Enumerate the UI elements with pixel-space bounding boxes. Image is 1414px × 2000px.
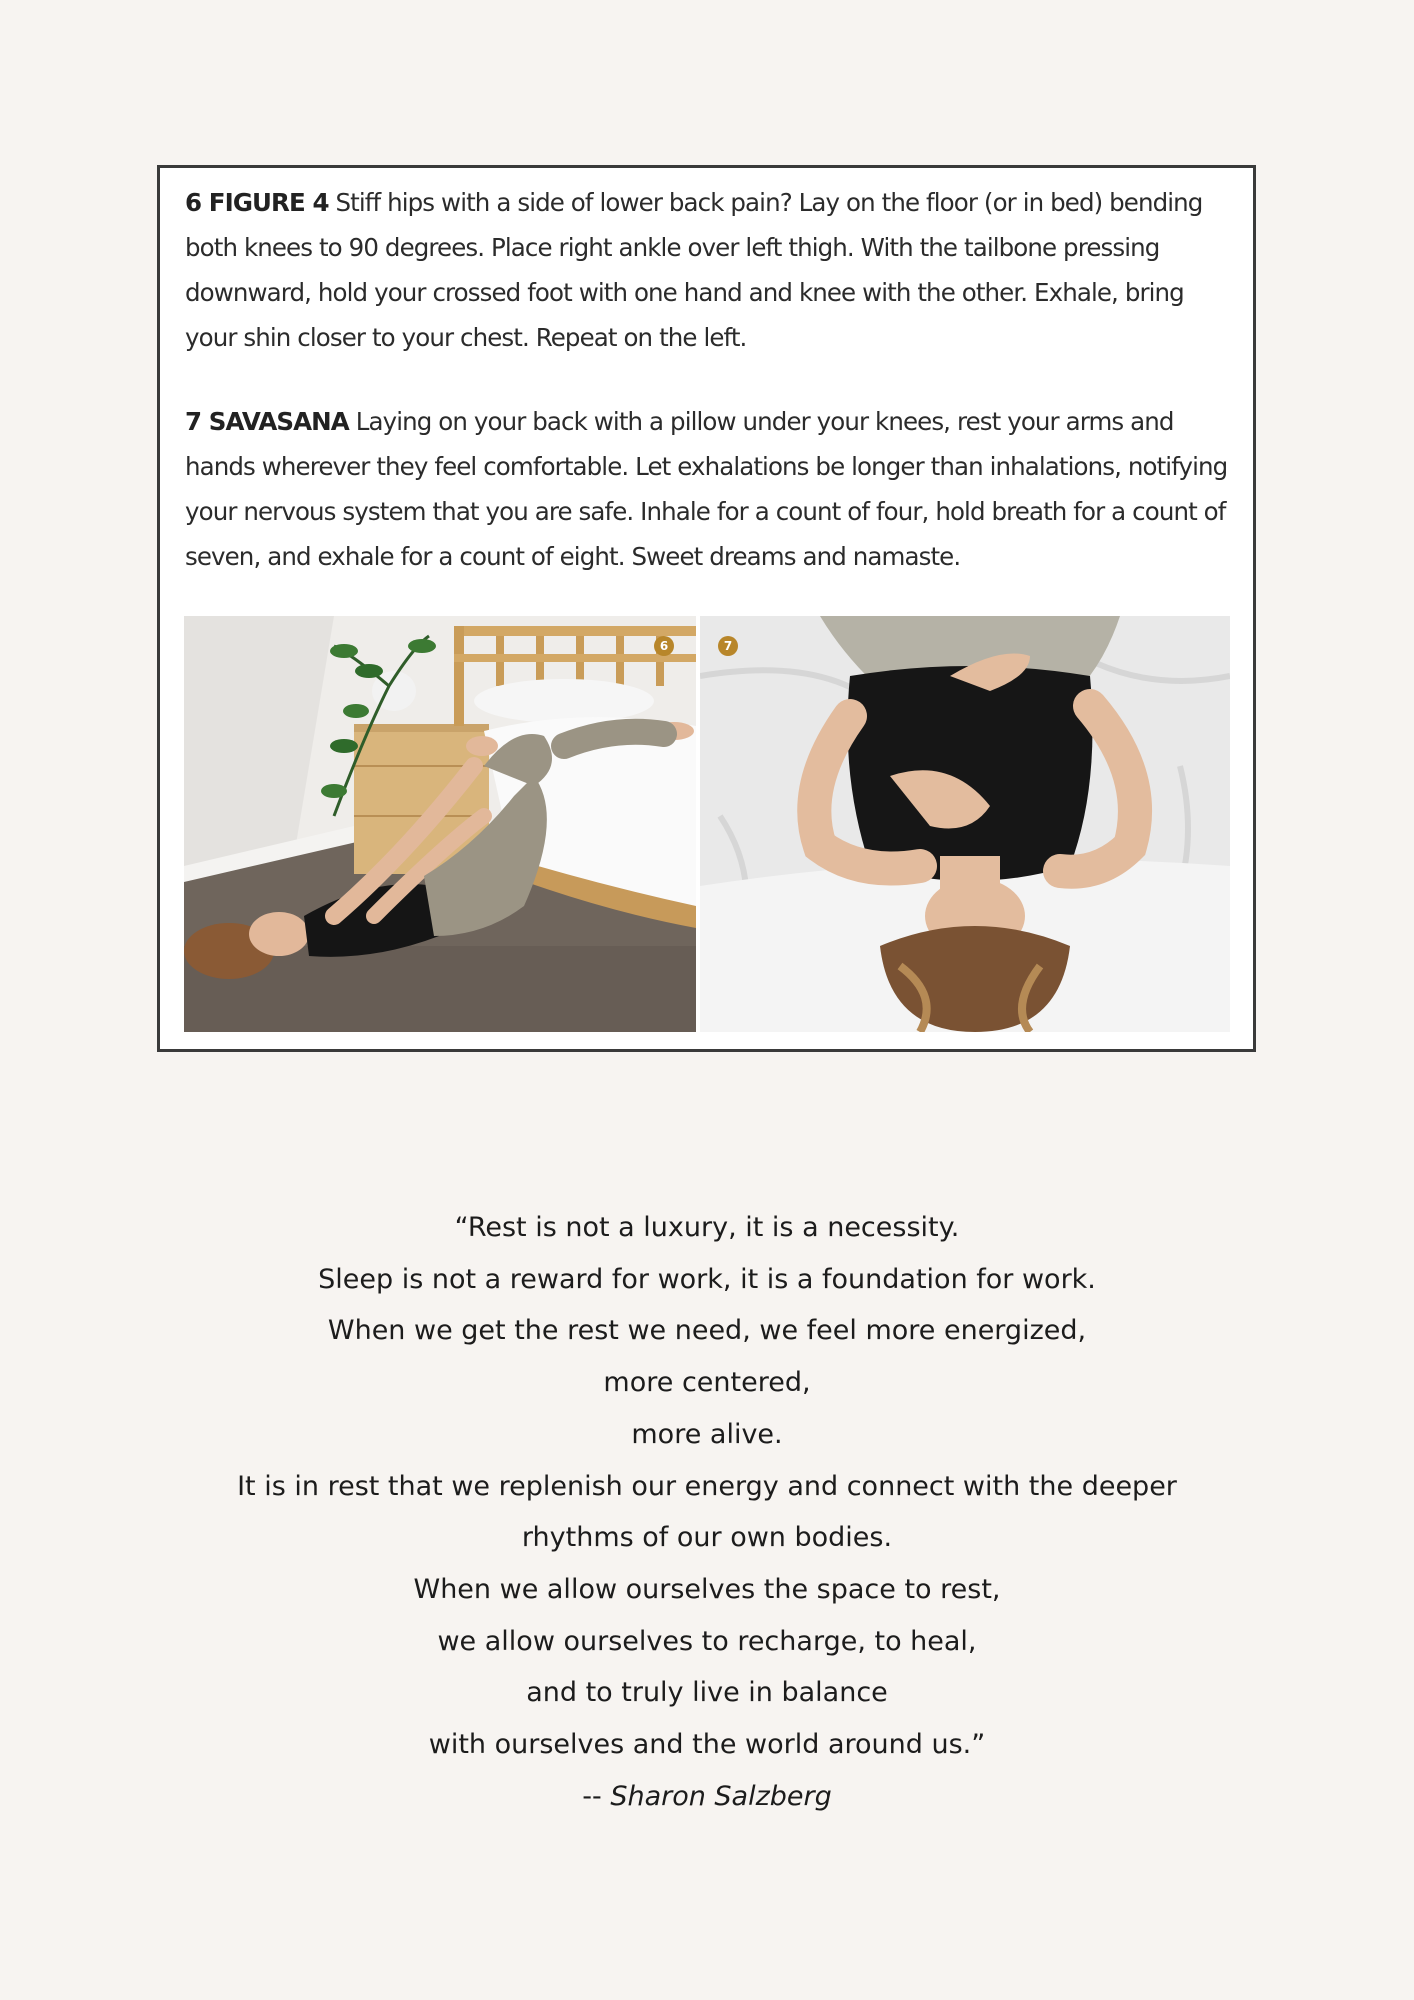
pose-6-text: Stiff hips with a side of lower back pain? Lay on the floor (or in bed) bending both knees to 90 degrees. Place right ankle over left thigh. With the tailbone pressing downward, hold your crossed foot with one hand and knee with the other. Exhale, bring your shin closer to your chest. Repeat on the left. — [185, 188, 1203, 352]
quote-line: Sleep is not a reward for work, it is a foundation for work. — [318, 1263, 1096, 1295]
attribution-dash: -- — [582, 1780, 602, 1812]
quote-line: more alive. — [631, 1418, 783, 1450]
pose-6-paragraph — [185, 180, 1235, 360]
pose-card — [157, 165, 1256, 1052]
figure-4-photo — [184, 616, 696, 1032]
pose-photos — [184, 616, 1230, 1032]
pose-7-label: 7 SAVASANA — [185, 407, 349, 436]
pose-7-paragraph — [185, 399, 1235, 579]
pose-6-label: 6 FIGURE 4 — [185, 188, 329, 217]
quote-line: rhythms of our own bodies. — [521, 1522, 893, 1554]
quote-line: and to truly live in balance — [526, 1677, 888, 1709]
quote-line: more centered, — [603, 1367, 811, 1399]
quote-line: “Rest is not a luxury, it is a necessity. — [454, 1212, 960, 1243]
quote-line: with ourselves and the world around us.” — [428, 1729, 986, 1761]
pose-7-text: Laying on your back with a pillow under your knees, rest your arms and hands wherever they feel comfortable. Let exhalations be longer than inhalations, notifying your nervous system that you are safe. Inhale for a count of four, hold breath for a count of seven, and exhale for a count of eight. Sweet dreams and namaste. — [185, 407, 1228, 571]
figure-4-illustration — [184, 616, 696, 1032]
quote-block — [0, 1202, 1414, 1822]
quote-line: It is in rest that we replenish our energy and connect with the deeper — [237, 1470, 1177, 1502]
quote-line: we allow ourselves to recharge, to heal, — [437, 1625, 977, 1657]
quote-line: When we allow ourselves the space to rest, — [413, 1573, 1001, 1605]
quote-line: When we get the rest we need, we feel more energized, — [327, 1315, 1087, 1347]
savasana-illustration — [700, 616, 1230, 1032]
savasana-photo — [700, 616, 1230, 1032]
quote-author: Sharon Salzberg — [610, 1780, 832, 1812]
quote-attribution — [0, 1771, 1414, 1823]
photo-6-badge: 6 — [654, 636, 674, 656]
photo-7-badge: 7 — [718, 636, 738, 656]
